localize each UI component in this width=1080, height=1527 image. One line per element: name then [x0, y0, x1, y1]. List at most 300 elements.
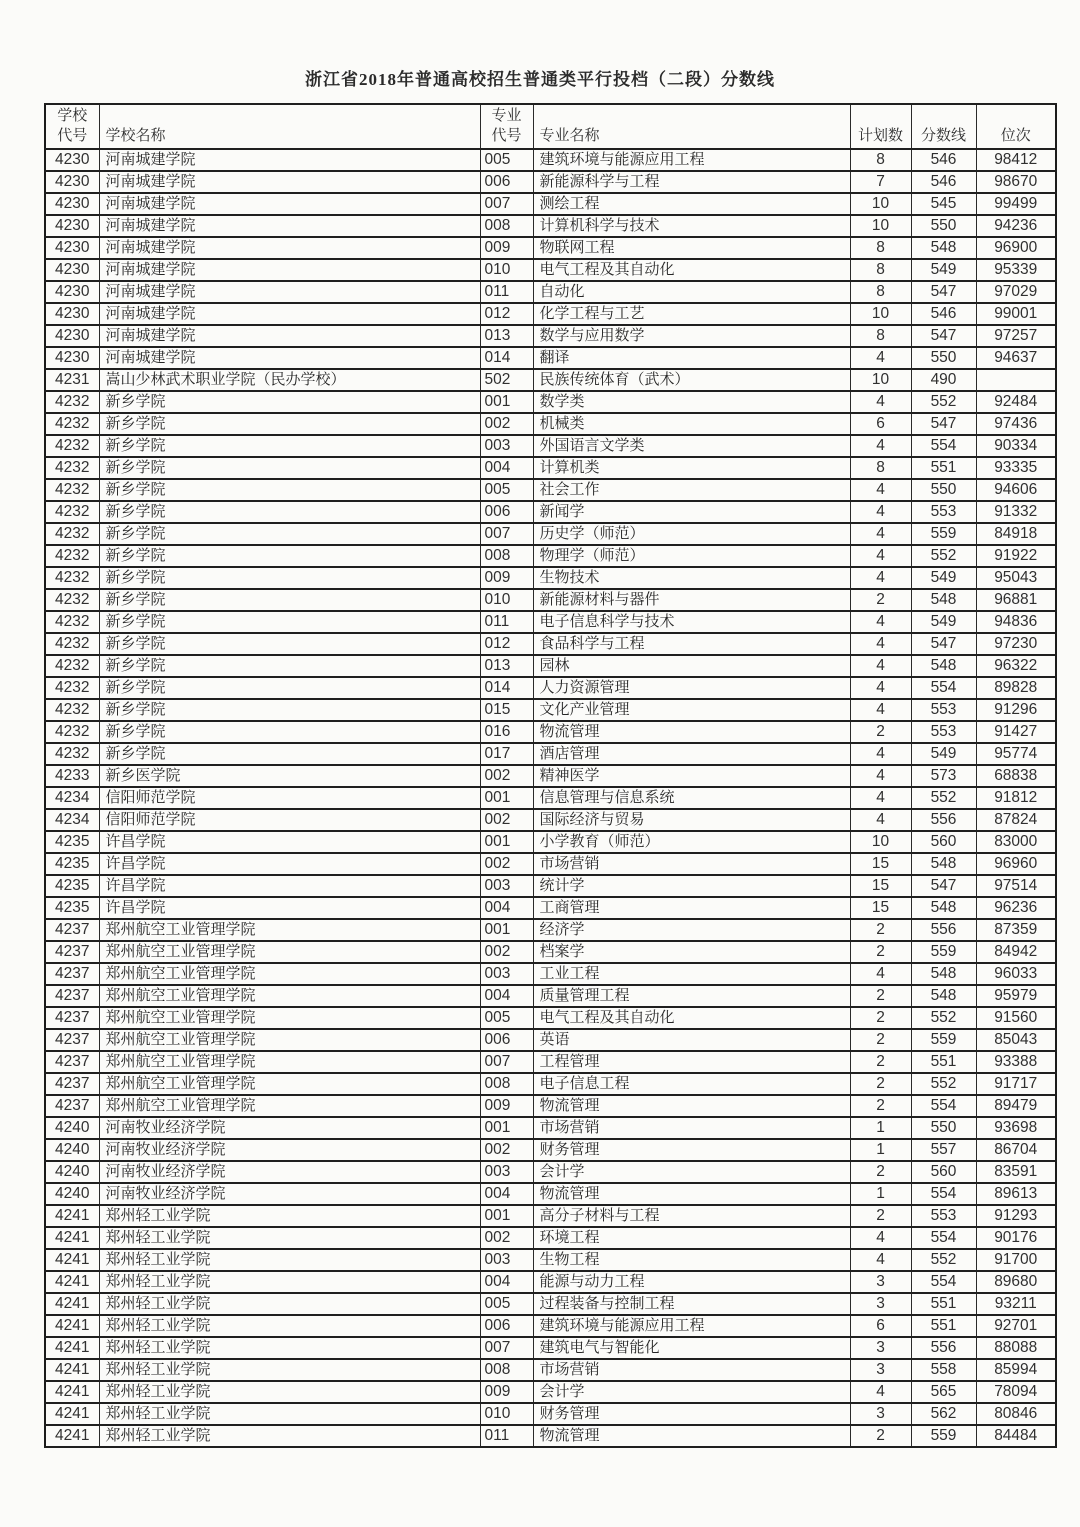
cell-plan-count: 3 — [850, 1403, 911, 1425]
cell-school-code: 4241 — [45, 1271, 99, 1293]
cell-major-code: 002 — [480, 1139, 533, 1161]
cell-score-line: 549 — [911, 567, 976, 589]
cell-school-code: 4241 — [45, 1315, 99, 1337]
cell-plan-count: 15 — [850, 853, 911, 875]
cell-major-code: 007 — [480, 193, 533, 215]
col-header-rank: 位次 — [976, 104, 1056, 149]
cell-rank: 91293 — [976, 1205, 1056, 1227]
cell-score-line: 547 — [911, 281, 976, 303]
cell-major-name: 计算机类 — [533, 457, 850, 479]
cell-major-code: 001 — [480, 919, 533, 941]
cell-school-code: 4234 — [45, 809, 99, 831]
cell-score-line: 545 — [911, 193, 976, 215]
col-header-major-code-line2: 代号 — [491, 127, 522, 144]
cell-plan-count: 2 — [850, 1007, 911, 1029]
table-row — [45, 765, 1056, 787]
cell-school-name: 河南城建学院 — [99, 303, 480, 325]
cell-major-code: 002 — [480, 941, 533, 963]
cell-school-code: 4240 — [45, 1117, 99, 1139]
cell-school-code: 4232 — [45, 567, 99, 589]
cell-rank: 83591 — [976, 1161, 1056, 1183]
cell-major-name: 物流管理 — [533, 721, 850, 743]
cell-plan-count: 2 — [850, 1205, 911, 1227]
cell-school-name: 郑州轻工业学院 — [99, 1403, 480, 1425]
cell-score-line: 560 — [911, 1161, 976, 1183]
cell-plan-count: 10 — [850, 369, 911, 391]
table-row — [45, 655, 1056, 677]
table-row — [45, 1359, 1056, 1381]
cell-major-name: 数学类 — [533, 391, 850, 413]
cell-score-line: 553 — [911, 721, 976, 743]
table-row — [45, 1271, 1056, 1293]
cell-major-code: 005 — [480, 479, 533, 501]
cell-school-name: 河南牧业经济学院 — [99, 1183, 480, 1205]
cell-school-code: 4241 — [45, 1293, 99, 1315]
col-header-plan-count: 计划数 — [850, 104, 911, 149]
cell-school-name: 许昌学院 — [99, 831, 480, 853]
cell-rank: 88088 — [976, 1337, 1056, 1359]
table-row — [45, 743, 1056, 765]
table-row — [45, 1249, 1056, 1271]
cell-major-name: 电子信息科学与技术 — [533, 611, 850, 633]
cell-plan-count: 4 — [850, 1227, 911, 1249]
cell-major-code: 005 — [480, 1293, 533, 1315]
col-header-major-code-line1: 专业 — [491, 107, 522, 124]
cell-score-line: 551 — [911, 457, 976, 479]
cell-school-name: 新乡学院 — [99, 435, 480, 457]
cell-rank: 94236 — [976, 215, 1056, 237]
cell-school-code: 4232 — [45, 501, 99, 523]
cell-rank: 93211 — [976, 1293, 1056, 1315]
table-row — [45, 545, 1056, 567]
cell-plan-count: 3 — [850, 1337, 911, 1359]
cell-score-line: 551 — [911, 1315, 976, 1337]
cell-rank: 68838 — [976, 765, 1056, 787]
cell-plan-count: 3 — [850, 1293, 911, 1315]
cell-school-code: 4232 — [45, 611, 99, 633]
cell-school-code: 4230 — [45, 171, 99, 193]
cell-major-code: 001 — [480, 1205, 533, 1227]
cell-major-code: 011 — [480, 281, 533, 303]
cell-plan-count: 8 — [850, 237, 911, 259]
cell-score-line: 553 — [911, 1205, 976, 1227]
cell-plan-count: 4 — [850, 479, 911, 501]
cell-major-name: 酒店管理 — [533, 743, 850, 765]
cell-major-name: 生物技术 — [533, 567, 850, 589]
cell-plan-count: 4 — [850, 1249, 911, 1271]
cell-rank: 84484 — [976, 1425, 1056, 1447]
table-row — [45, 457, 1056, 479]
table-row — [45, 149, 1056, 171]
cell-major-code: 006 — [480, 171, 533, 193]
cell-school-name: 河南牧业经济学院 — [99, 1139, 480, 1161]
cell-plan-count: 4 — [850, 501, 911, 523]
cell-plan-count: 2 — [850, 721, 911, 743]
cell-school-name: 河南城建学院 — [99, 259, 480, 281]
cell-score-line: 554 — [911, 1227, 976, 1249]
cell-rank: 95774 — [976, 743, 1056, 765]
cell-major-code: 004 — [480, 457, 533, 479]
table-row — [45, 853, 1056, 875]
cell-major-code: 006 — [480, 501, 533, 523]
cell-major-code: 004 — [480, 1271, 533, 1293]
cell-school-name: 郑州航空工业管理学院 — [99, 1007, 480, 1029]
cell-school-code: 4232 — [45, 545, 99, 567]
cell-score-line: 548 — [911, 589, 976, 611]
cell-rank: 95979 — [976, 985, 1056, 1007]
cell-school-name: 新乡学院 — [99, 743, 480, 765]
cell-school-name: 新乡学院 — [99, 501, 480, 523]
cell-major-name: 园林 — [533, 655, 850, 677]
cell-school-code: 4230 — [45, 303, 99, 325]
cell-school-code: 4241 — [45, 1403, 99, 1425]
cell-rank: 93388 — [976, 1051, 1056, 1073]
cell-plan-count: 4 — [850, 1381, 911, 1403]
cell-rank: 92701 — [976, 1315, 1056, 1337]
cell-rank: 94606 — [976, 479, 1056, 501]
cell-plan-count: 4 — [850, 765, 911, 787]
page-title: 浙江省2018年普通高校招生普通类平行投档（二段）分数线 — [305, 70, 775, 89]
cell-score-line: 546 — [911, 303, 976, 325]
cell-plan-count: 4 — [850, 633, 911, 655]
header-row — [45, 104, 1056, 149]
cell-major-name: 会计学 — [533, 1161, 850, 1183]
cell-school-name: 信阳师范学院 — [99, 787, 480, 809]
cell-rank: 96322 — [976, 655, 1056, 677]
cell-major-code: 006 — [480, 1029, 533, 1051]
cell-plan-count: 1 — [850, 1117, 911, 1139]
cell-score-line: 490 — [911, 369, 976, 391]
table-row — [45, 567, 1056, 589]
cell-score-line: 562 — [911, 1403, 976, 1425]
cell-major-code: 009 — [480, 1095, 533, 1117]
cell-major-code: 014 — [480, 347, 533, 369]
cell-rank: 91332 — [976, 501, 1056, 523]
cell-score-line: 552 — [911, 391, 976, 413]
cell-plan-count: 4 — [850, 963, 911, 985]
cell-score-line: 551 — [911, 1051, 976, 1073]
cell-school-name: 郑州轻工业学院 — [99, 1293, 480, 1315]
cell-school-name: 河南城建学院 — [99, 347, 480, 369]
cell-rank: 89828 — [976, 677, 1056, 699]
cell-major-code: 008 — [480, 1359, 533, 1381]
cell-major-name: 信息管理与信息系统 — [533, 787, 850, 809]
cell-plan-count: 2 — [850, 1095, 911, 1117]
cell-rank: 89680 — [976, 1271, 1056, 1293]
cell-school-name: 河南城建学院 — [99, 237, 480, 259]
cell-rank: 89479 — [976, 1095, 1056, 1117]
cell-school-name: 郑州轻工业学院 — [99, 1337, 480, 1359]
table-row — [45, 303, 1056, 325]
cell-rank: 97257 — [976, 325, 1056, 347]
cell-major-name: 建筑环境与能源应用工程 — [533, 1315, 850, 1337]
cell-school-code: 4232 — [45, 743, 99, 765]
cell-school-code: 4230 — [45, 325, 99, 347]
cell-major-name: 机械类 — [533, 413, 850, 435]
cell-major-name: 生物工程 — [533, 1249, 850, 1271]
cell-score-line: 552 — [911, 1073, 976, 1095]
cell-major-code: 011 — [480, 611, 533, 633]
cell-major-name: 物流管理 — [533, 1183, 850, 1205]
cell-major-name: 经济学 — [533, 919, 850, 941]
cell-major-name: 市场营销 — [533, 853, 850, 875]
cell-major-code: 006 — [480, 1315, 533, 1337]
cell-rank: 90176 — [976, 1227, 1056, 1249]
cell-school-name: 郑州轻工业学院 — [99, 1359, 480, 1381]
cell-score-line: 559 — [911, 1029, 976, 1051]
cell-rank: 99499 — [976, 193, 1056, 215]
cell-major-code: 013 — [480, 325, 533, 347]
cell-school-code: 4241 — [45, 1381, 99, 1403]
cell-score-line: 552 — [911, 787, 976, 809]
cell-rank: 98412 — [976, 149, 1056, 171]
cell-school-code: 4237 — [45, 985, 99, 1007]
table-row — [45, 699, 1056, 721]
cell-rank: 85043 — [976, 1029, 1056, 1051]
cell-score-line: 559 — [911, 941, 976, 963]
table-row — [45, 677, 1056, 699]
cell-school-name: 河南牧业经济学院 — [99, 1161, 480, 1183]
cell-score-line: 548 — [911, 985, 976, 1007]
cell-school-name: 许昌学院 — [99, 875, 480, 897]
cell-rank: 94637 — [976, 347, 1056, 369]
cell-plan-count: 4 — [850, 699, 911, 721]
cell-plan-count: 8 — [850, 259, 911, 281]
cell-school-name: 郑州轻工业学院 — [99, 1249, 480, 1271]
col-header-school-name: 学校名称 — [99, 104, 480, 149]
cell-score-line: 550 — [911, 347, 976, 369]
cell-major-name: 电气工程及其自动化 — [533, 1007, 850, 1029]
cell-rank: 98670 — [976, 171, 1056, 193]
cell-major-code: 015 — [480, 699, 533, 721]
cell-school-code: 4237 — [45, 1073, 99, 1095]
cell-rank: 95043 — [976, 567, 1056, 589]
cell-major-code: 502 — [480, 369, 533, 391]
cell-school-name: 郑州航空工业管理学院 — [99, 941, 480, 963]
cell-major-name: 环境工程 — [533, 1227, 850, 1249]
cell-score-line: 550 — [911, 1117, 976, 1139]
cell-plan-count: 4 — [850, 677, 911, 699]
table-row — [45, 1381, 1056, 1403]
cell-school-code: 4232 — [45, 391, 99, 413]
cell-plan-count: 4 — [850, 743, 911, 765]
cell-major-code: 016 — [480, 721, 533, 743]
cell-rank: 84918 — [976, 523, 1056, 545]
cell-score-line: 553 — [911, 501, 976, 523]
cell-rank: 96033 — [976, 963, 1056, 985]
cell-rank: 95339 — [976, 259, 1056, 281]
cell-plan-count: 4 — [850, 567, 911, 589]
table-row — [45, 919, 1056, 941]
cell-school-name: 郑州航空工业管理学院 — [99, 1051, 480, 1073]
cell-major-name: 翻译 — [533, 347, 850, 369]
cell-plan-count: 4 — [850, 391, 911, 413]
cell-rank: 86704 — [976, 1139, 1056, 1161]
cell-rank: 93335 — [976, 457, 1056, 479]
cell-major-code: 010 — [480, 259, 533, 281]
col-header-school-code-line2: 代号 — [57, 127, 88, 144]
cell-rank — [976, 369, 1056, 391]
cell-plan-count: 2 — [850, 589, 911, 611]
score-table — [44, 103, 1057, 1448]
cell-rank: 83000 — [976, 831, 1056, 853]
cell-school-name: 新乡学院 — [99, 391, 480, 413]
cell-school-name: 河南城建学院 — [99, 149, 480, 171]
cell-major-code: 004 — [480, 897, 533, 919]
table-row — [45, 633, 1056, 655]
table-header — [45, 104, 1056, 149]
cell-major-code: 010 — [480, 589, 533, 611]
cell-school-name: 郑州航空工业管理学院 — [99, 963, 480, 985]
table-row — [45, 721, 1056, 743]
cell-rank: 84942 — [976, 941, 1056, 963]
cell-rank: 92484 — [976, 391, 1056, 413]
cell-major-name: 工商管理 — [533, 897, 850, 919]
table-row — [45, 193, 1056, 215]
cell-school-code: 4237 — [45, 963, 99, 985]
cell-major-code: 009 — [480, 237, 533, 259]
cell-school-code: 4230 — [45, 347, 99, 369]
table-row — [45, 259, 1056, 281]
cell-major-code: 001 — [480, 787, 533, 809]
cell-plan-count: 2 — [850, 985, 911, 1007]
cell-school-code: 4232 — [45, 655, 99, 677]
cell-major-name: 英语 — [533, 1029, 850, 1051]
cell-score-line: 547 — [911, 633, 976, 655]
cell-major-code: 010 — [480, 1403, 533, 1425]
cell-major-name: 高分子材料与工程 — [533, 1205, 850, 1227]
cell-major-code: 012 — [480, 303, 533, 325]
cell-rank: 91427 — [976, 721, 1056, 743]
cell-major-name: 市场营销 — [533, 1359, 850, 1381]
table-row — [45, 479, 1056, 501]
cell-major-name: 文化产业管理 — [533, 699, 850, 721]
cell-school-name: 郑州轻工业学院 — [99, 1205, 480, 1227]
cell-major-code: 009 — [480, 1381, 533, 1403]
table-row — [45, 1029, 1056, 1051]
cell-plan-count: 4 — [850, 787, 911, 809]
cell-major-code: 008 — [480, 545, 533, 567]
cell-school-code: 4237 — [45, 1051, 99, 1073]
cell-major-code: 003 — [480, 963, 533, 985]
cell-plan-count: 2 — [850, 919, 911, 941]
cell-score-line: 548 — [911, 237, 976, 259]
cell-school-name: 郑州航空工业管理学院 — [99, 1029, 480, 1051]
table-row — [45, 809, 1056, 831]
table-row — [45, 1205, 1056, 1227]
cell-plan-count: 4 — [850, 809, 911, 831]
cell-plan-count: 6 — [850, 413, 911, 435]
cell-school-code: 4230 — [45, 237, 99, 259]
cell-school-code: 4232 — [45, 435, 99, 457]
cell-school-code: 4230 — [45, 259, 99, 281]
col-header-major-name: 专业名称 — [533, 104, 850, 149]
table-row — [45, 787, 1056, 809]
cell-school-code: 4240 — [45, 1161, 99, 1183]
cell-major-name: 外国语言文学类 — [533, 435, 850, 457]
cell-score-line: 554 — [911, 1271, 976, 1293]
cell-school-name: 新乡学院 — [99, 633, 480, 655]
table-row — [45, 501, 1056, 523]
cell-school-name: 新乡医学院 — [99, 765, 480, 787]
table-row — [45, 1095, 1056, 1117]
cell-school-name: 新乡学院 — [99, 699, 480, 721]
cell-score-line: 549 — [911, 743, 976, 765]
cell-rank: 96960 — [976, 853, 1056, 875]
cell-major-name: 物理学（师范） — [533, 545, 850, 567]
cell-major-code: 013 — [480, 655, 533, 677]
cell-rank: 97514 — [976, 875, 1056, 897]
cell-plan-count: 3 — [850, 1359, 911, 1381]
cell-major-name: 电子信息工程 — [533, 1073, 850, 1095]
cell-plan-count: 7 — [850, 171, 911, 193]
cell-school-code: 4235 — [45, 875, 99, 897]
cell-plan-count: 10 — [850, 193, 911, 215]
table-row — [45, 985, 1056, 1007]
cell-major-name: 财务管理 — [533, 1139, 850, 1161]
cell-score-line: 560 — [911, 831, 976, 853]
cell-plan-count: 2 — [850, 941, 911, 963]
cell-major-code: 012 — [480, 633, 533, 655]
cell-plan-count: 4 — [850, 523, 911, 545]
cell-major-code: 011 — [480, 1425, 533, 1447]
cell-school-name: 新乡学院 — [99, 545, 480, 567]
cell-plan-count: 8 — [850, 149, 911, 171]
cell-score-line: 546 — [911, 171, 976, 193]
cell-score-line: 552 — [911, 545, 976, 567]
cell-major-code: 002 — [480, 413, 533, 435]
cell-score-line: 559 — [911, 523, 976, 545]
cell-school-name: 郑州轻工业学院 — [99, 1315, 480, 1337]
cell-major-name: 档案学 — [533, 941, 850, 963]
cell-major-name: 化学工程与工艺 — [533, 303, 850, 325]
cell-rank: 87824 — [976, 809, 1056, 831]
cell-school-code: 4240 — [45, 1139, 99, 1161]
cell-major-code: 005 — [480, 149, 533, 171]
cell-major-name: 物流管理 — [533, 1425, 850, 1447]
table-row — [45, 963, 1056, 985]
cell-plan-count: 4 — [850, 435, 911, 457]
cell-school-name: 新乡学院 — [99, 589, 480, 611]
cell-school-name: 河南牧业经济学院 — [99, 1117, 480, 1139]
table-row — [45, 281, 1056, 303]
cell-school-code: 4230 — [45, 149, 99, 171]
cell-major-name: 小学教育（师范） — [533, 831, 850, 853]
cell-school-code: 4232 — [45, 589, 99, 611]
cell-school-name: 郑州轻工业学院 — [99, 1227, 480, 1249]
cell-major-name: 精神医学 — [533, 765, 850, 787]
cell-school-name: 郑州轻工业学院 — [99, 1381, 480, 1403]
cell-plan-count: 2 — [850, 1051, 911, 1073]
cell-major-name: 统计学 — [533, 875, 850, 897]
table-row — [45, 347, 1056, 369]
cell-school-name: 许昌学院 — [99, 853, 480, 875]
cell-rank: 99001 — [976, 303, 1056, 325]
table-row — [45, 1293, 1056, 1315]
cell-major-name: 市场营销 — [533, 1117, 850, 1139]
cell-school-code: 4232 — [45, 479, 99, 501]
cell-plan-count: 8 — [850, 325, 911, 347]
cell-major-code: 008 — [480, 215, 533, 237]
cell-major-name: 自动化 — [533, 281, 850, 303]
cell-major-code: 004 — [480, 1183, 533, 1205]
cell-plan-count: 10 — [850, 303, 911, 325]
cell-major-code: 003 — [480, 1249, 533, 1271]
table-row — [45, 1073, 1056, 1095]
cell-rank: 97436 — [976, 413, 1056, 435]
cell-plan-count: 8 — [850, 281, 911, 303]
cell-score-line: 554 — [911, 435, 976, 457]
